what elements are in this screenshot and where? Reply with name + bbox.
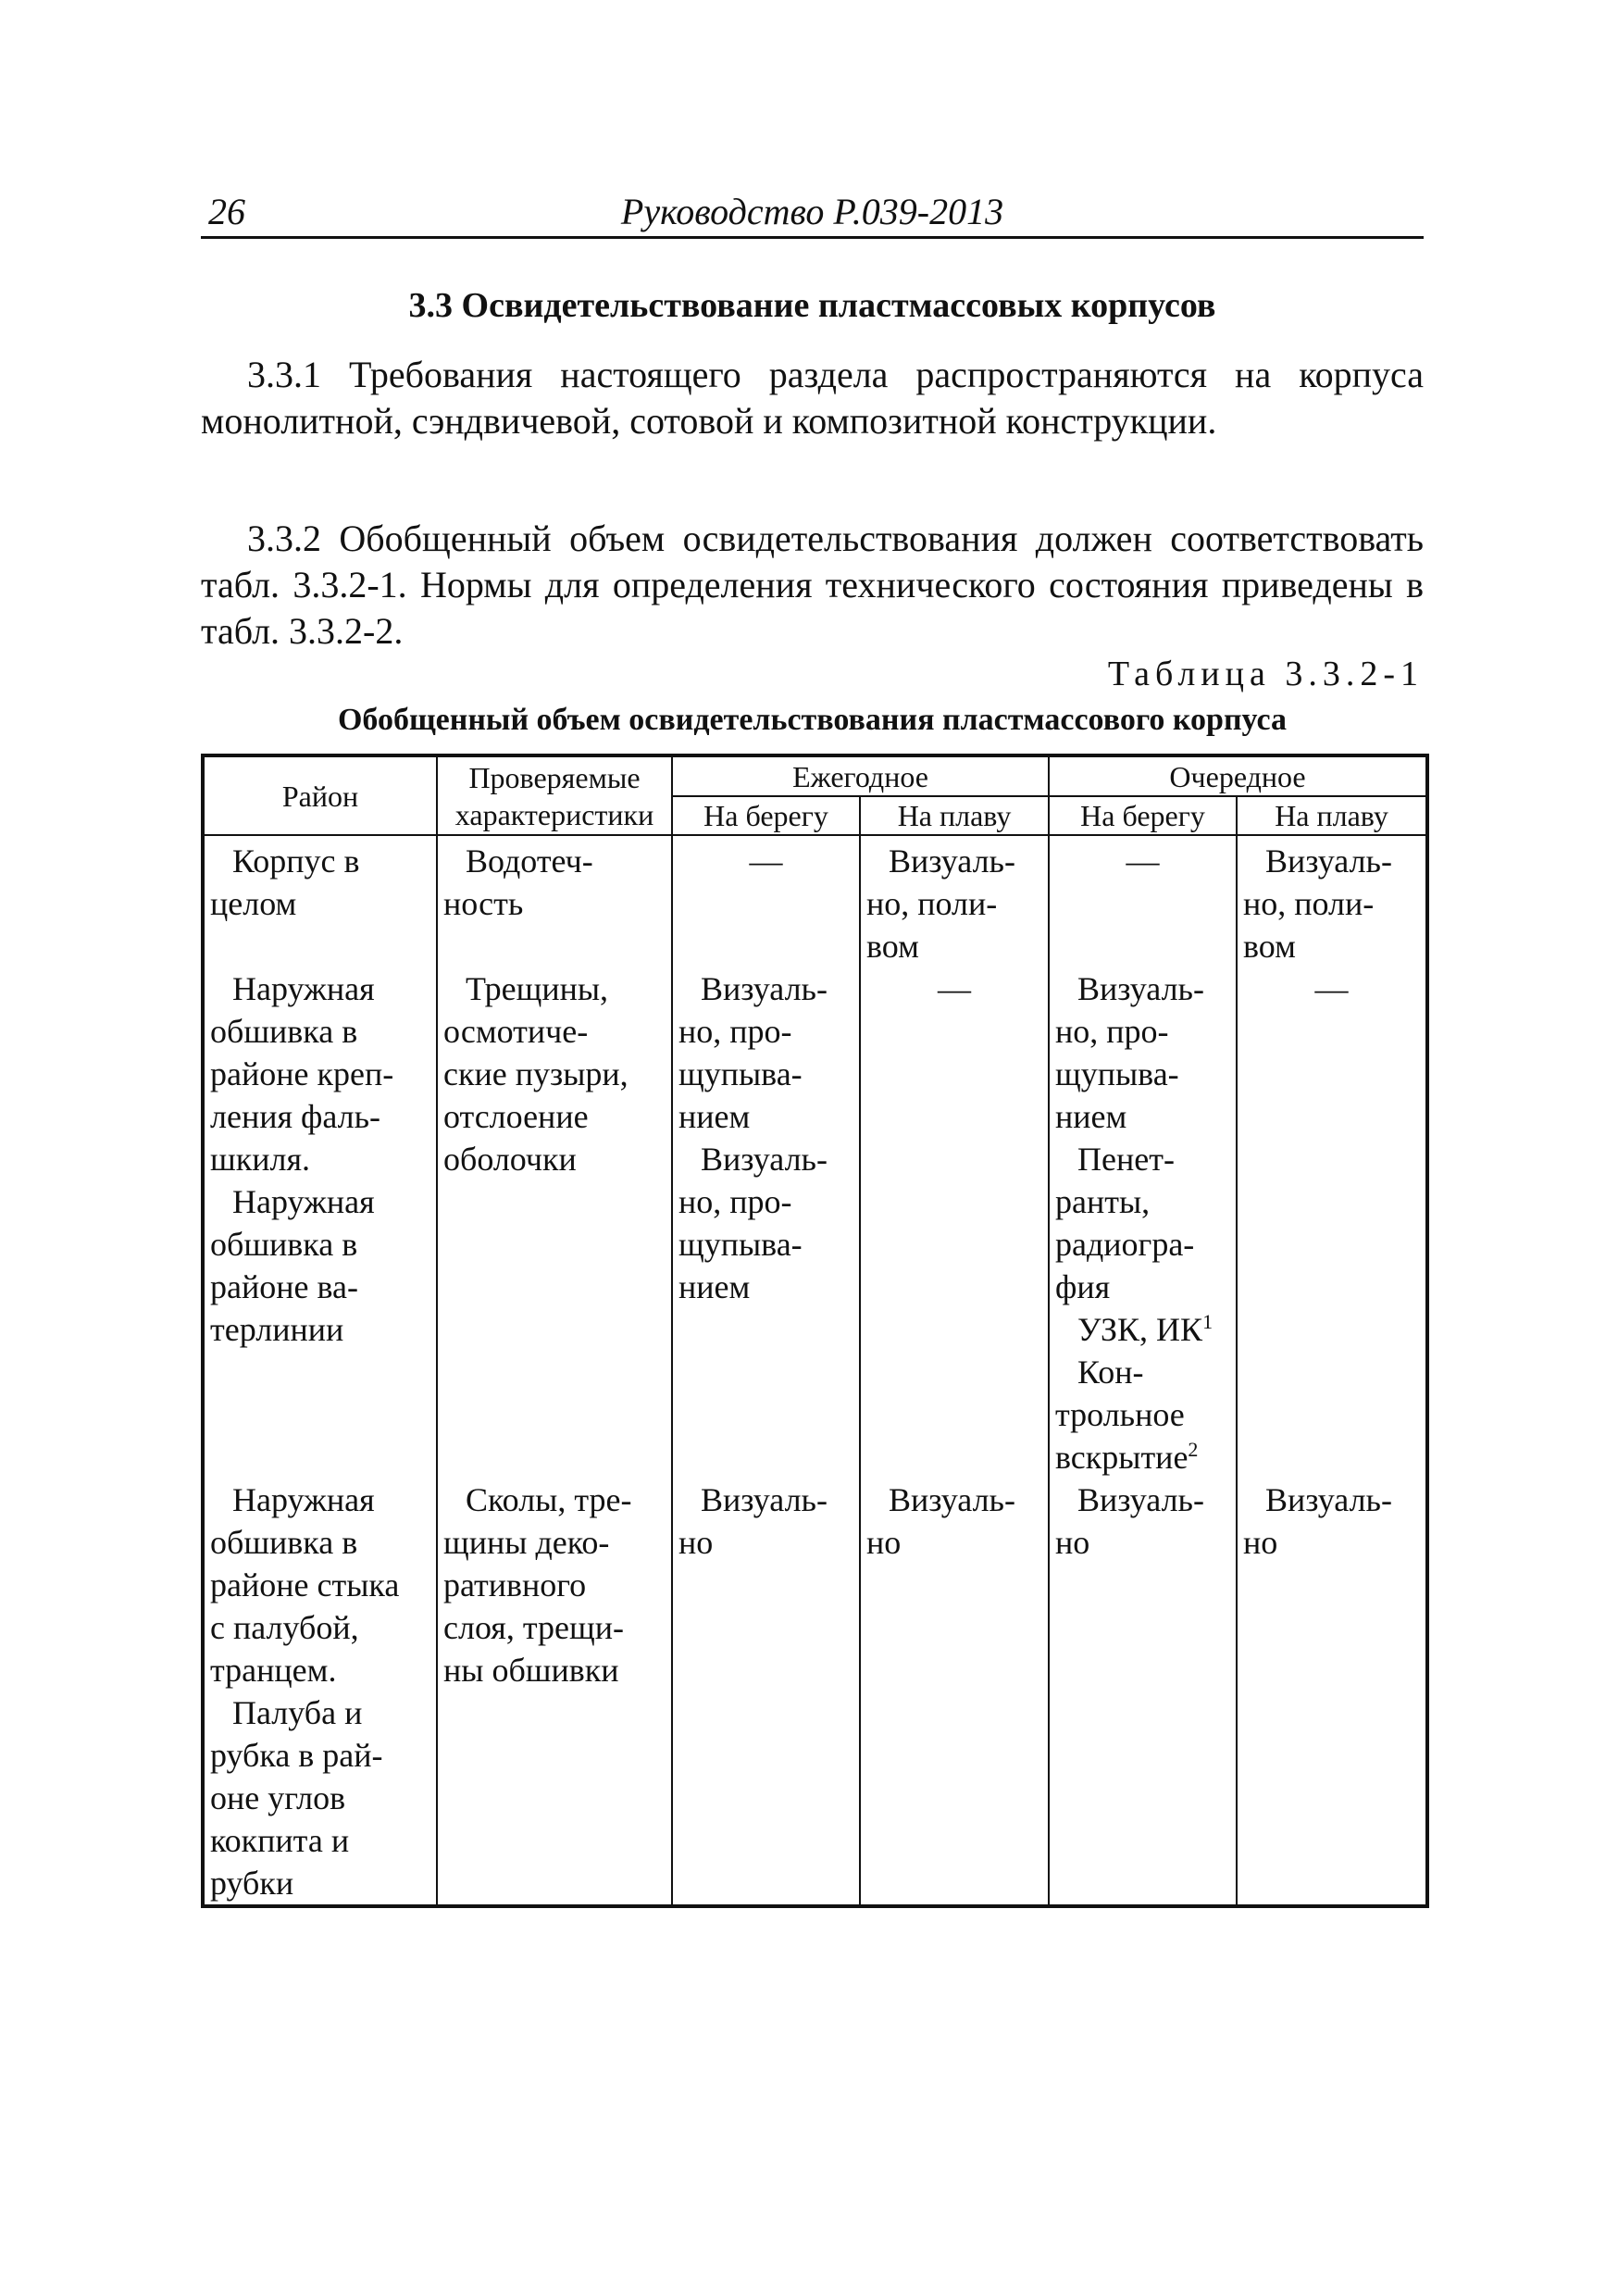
header-annual-ashore: На берегу bbox=[672, 796, 860, 835]
cell-checked: Трещины, осмотиче- ские пузыри, отслоение оболочки bbox=[437, 967, 672, 1479]
cell-annual-ashore: — bbox=[672, 835, 860, 967]
header-annual-afloat: На плаву bbox=[860, 796, 1049, 835]
table-number: Таблица 3.3.2-1 bbox=[1107, 655, 1424, 693]
cell-area: Наружная обшивка в районе стыка с палубой, транцем. Палуба и рубка в рай- оне углов кокпита и рубки bbox=[203, 1479, 437, 1906]
table-row bbox=[203, 1479, 1427, 1906]
cell-annual-afloat: Визуаль- но, поли- вом bbox=[860, 835, 1049, 967]
survey-scope-table bbox=[201, 754, 1429, 1908]
cell-area: Наружная обшивка в районе креп- ления фаль- шкиля. Наружная обшивка в районе ва- терлинии bbox=[203, 967, 437, 1479]
cell-periodic-ashore: Визуаль- но, про- щупыва- нием Пенет- ранты, радиогра- фия УЗК, $ИК^1$ Кон- трольное вскрытие$^2$ bbox=[1049, 967, 1237, 1479]
cell-annual-ashore: Визуаль- но, про- щупыва- нием Визуаль- но, про- щупыва- нием bbox=[672, 967, 860, 1479]
cell-annual-afloat: Визуаль- но bbox=[860, 1479, 1049, 1906]
page-number: 26 bbox=[208, 191, 245, 232]
header-periodic: Очередное bbox=[1049, 755, 1427, 796]
cell-checked: Водотеч- ность bbox=[437, 835, 672, 967]
running-header bbox=[201, 188, 1424, 239]
table-row bbox=[203, 835, 1427, 967]
cell-area: Корпус в целом bbox=[203, 835, 437, 967]
section-title: 3.3 Освидетельствование пластмассовых корпусов bbox=[408, 286, 1216, 325]
cell-periodic-ashore: Визуаль- но bbox=[1049, 1479, 1237, 1906]
cell-periodic-ashore: — bbox=[1049, 835, 1237, 967]
header-annual: Ежегодное bbox=[672, 755, 1049, 796]
cell-periodic-afloat: — bbox=[1237, 967, 1427, 1479]
table-caption: Обобщенный объем освидетельствования пластмассового корпуса bbox=[337, 703, 1288, 737]
cell-annual-ashore: Визуаль- но bbox=[672, 1479, 860, 1906]
cell-periodic-afloat: Визуаль- но bbox=[1237, 1479, 1427, 1906]
footnote-2-mark: 2 bbox=[1188, 1438, 1199, 1461]
header-periodic-ashore: На берегу bbox=[1049, 796, 1237, 835]
footnote-1-mark: 1 bbox=[1202, 1310, 1214, 1333]
table-row bbox=[203, 967, 1427, 1479]
cell-periodic-afloat: Визуаль- но, поли- вом bbox=[1237, 835, 1427, 967]
header-area: Район bbox=[203, 755, 437, 835]
cell-annual-afloat: — bbox=[860, 967, 1049, 1479]
cell-checked: Сколы, тре- щины деко- ративного слоя, трещи- ны обшивки bbox=[437, 1479, 672, 1906]
header-checked: Проверяемые характеристики bbox=[437, 755, 672, 835]
paragraph-3-3-2: 3.3.2 Обобщенный объем освидетельствования должен соответствовать табл. 3.3.2-1. Нормы для определения технического состояния приведены в табл. 3.3.2-2. bbox=[201, 518, 1424, 652]
paragraph-3-3-1: 3.3.1 Требования настоящего раздела распространяются на корпуса монолитной, сэндвичевой, сотовой и композитной конструкции. bbox=[201, 354, 1424, 442]
header-periodic-afloat: На плаву bbox=[1237, 796, 1427, 835]
document-title: Руководство Р.039-2013 bbox=[620, 191, 1004, 232]
